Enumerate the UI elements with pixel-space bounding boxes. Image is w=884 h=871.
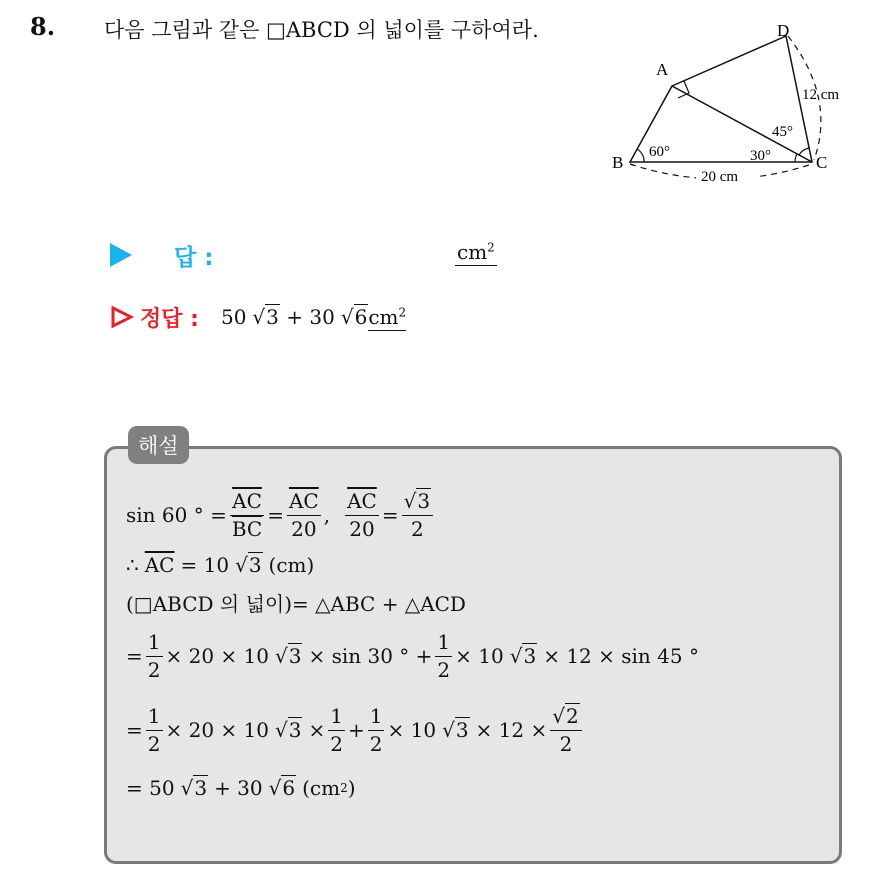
fraction: $\frac{1}{2}$ — [147, 629, 161, 682]
fraction: $\frac{1}{2}$ — [437, 629, 451, 682]
fraction: $\frac{√2}{2}$ — [550, 705, 581, 756]
label-side-bc: 20 cm — [701, 169, 739, 185]
question-text: 다음 그림과 같은 □ABCD 의 넓이를 구하여라. — [104, 18, 539, 42]
solution-content — [126, 484, 826, 808]
answer-label: 답 : — [174, 244, 214, 271]
label-angle-b: 60° — [649, 144, 670, 160]
fraction: $\frac{√3}{2}$ — [402, 490, 433, 541]
answer-blank[interactable]: $cm^2$ — [457, 240, 495, 264]
answer-row — [110, 238, 213, 272]
solution-line-2: ∴ $\overline{AC}$ = 10 √3 (cm) — [126, 553, 315, 577]
label-side-cd: 12 cm — [802, 87, 840, 103]
fraction: $\frac{1}{2}$ — [369, 703, 383, 756]
label-b: B — [612, 153, 624, 172]
label-angle-c2: 45° — [772, 124, 793, 140]
correct-value: 50 √3 + 30 $√6cm^2$ — [220, 305, 407, 329]
correct-answer-row — [110, 300, 406, 334]
fraction: $\frac{1}{2}$ — [147, 703, 161, 756]
correct-label: 정답 : — [140, 306, 199, 332]
quadrilateral-diagram — [600, 18, 870, 203]
play-arrow-icon — [110, 243, 132, 267]
fraction: $\frac{1}{2}$ — [330, 703, 343, 756]
label-c: C — [816, 153, 828, 172]
fraction: $\frac{\overline{AC}}{20}$ — [288, 488, 319, 541]
question-number: 8. — [30, 12, 56, 41]
solution-line-6: = 50 √3 + 30 √6 (cm 2 ) — [126, 776, 356, 800]
solution-line-5: = $\frac{1}{2}$ × 20 × 10 √3 × $\frac{1}{2}$ + $\frac{1}{2}$ × 10 √3 × 12 × $\frac{√2}{2}$ — [126, 692, 826, 768]
angle-arc-b — [637, 149, 644, 162]
fraction: $\frac{\overline{AC}}{BC}$ — [231, 488, 263, 541]
fraction: $\frac{\overline{AC}}{20}$ — [347, 488, 377, 541]
angle-arc-c1 — [795, 154, 797, 162]
label-d: D — [777, 21, 790, 40]
solution-line-4: = $\frac{1}{2}$ × 20 × 10 √3 × sin 30 ° + $\frac{1}{2}$ × 10 √3 × 12 × sin 45 ° — [126, 629, 699, 682]
label-a: A — [656, 60, 669, 79]
outline-arrow-icon — [110, 305, 134, 329]
label-angle-c1: 30° — [750, 148, 771, 164]
solution-tag: 해설 — [128, 426, 189, 464]
solution-line-1: sin 60 ° = $\frac{\overline{AC}}{BC}$ = $\frac{\overline{AC}}{20}$ , $\frac{\overline{AC}}{20}$ = $\frac{√3}{2}$ — [126, 484, 826, 546]
solution-line-3: (□ABCD 의 넓이)= △ABC + △ACD — [126, 591, 466, 616]
angle-arc-c2 — [799, 148, 809, 155]
